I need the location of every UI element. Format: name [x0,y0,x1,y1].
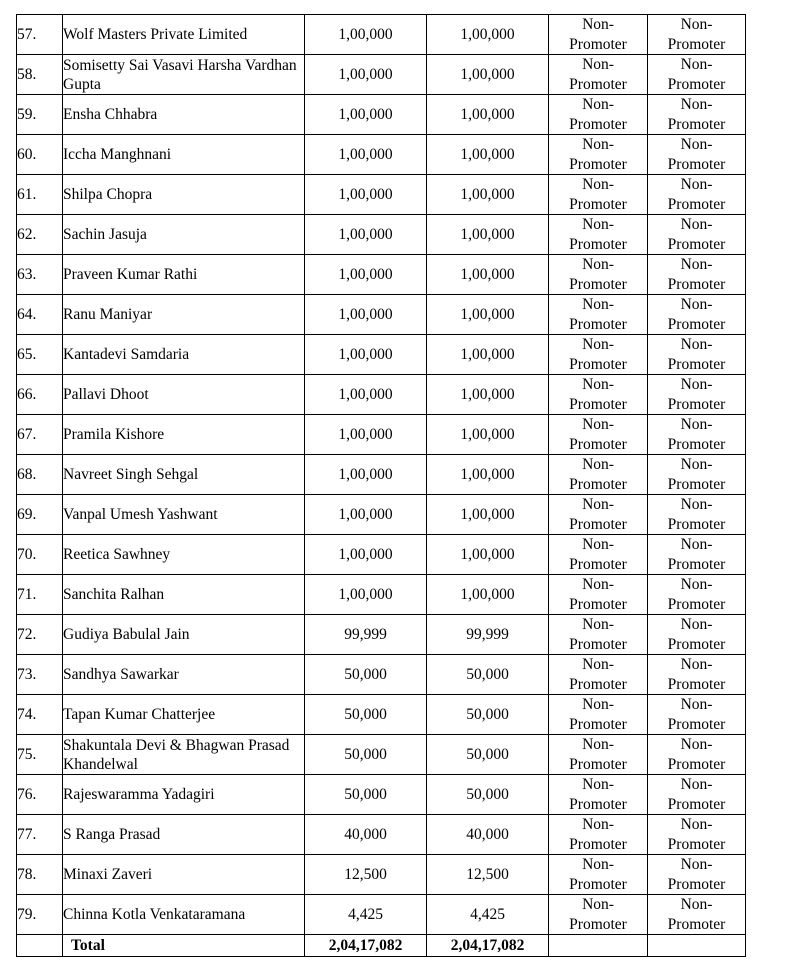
category-line: Non- [582,56,614,73]
category-line: Non- [582,16,614,33]
shares-pre-issue: 1,00,000 [305,535,427,575]
category-line: Non- [680,896,713,913]
shares-post-issue: 1,00,000 [427,255,549,295]
category-line: Non- [680,136,713,153]
serial-number: 67. [17,415,63,455]
category-line: Non- [680,536,713,553]
category-line: Non- [582,536,614,553]
shares-post-issue: 4,425 [427,895,549,935]
category-line: Promoter [667,235,726,253]
category-line: Promoter [569,355,627,373]
table-row [17,495,746,535]
shares-post-issue: 1,00,000 [427,215,549,255]
shares-pre-issue: 1,00,000 [305,455,427,495]
shareholder-name: Reetica Sawhney [63,535,305,575]
shareholder-name: Sanchita Ralhan [63,575,305,615]
category-line: Promoter [569,35,627,53]
shareholder-name: Sachin Jasuja [63,215,305,255]
category-line: Promoter [667,195,726,213]
serial-number: 78. [17,855,63,895]
category-line: Promoter [569,115,627,133]
table-row [17,855,746,895]
serial-number: 71. [17,575,63,615]
shares-pre-issue: 1,00,000 [305,295,427,335]
category-pre-issue [549,735,648,775]
category-line: Non- [680,336,713,353]
total-label: Total [63,935,305,957]
shares-post-issue: 1,00,000 [427,175,549,215]
category-post-issue [648,615,746,655]
serial-number: 59. [17,95,63,135]
category-line: Promoter [569,315,627,333]
category-line: Non- [582,416,614,433]
table-row [17,295,746,335]
category-post-issue [648,15,746,55]
table-row [17,455,746,495]
category-post-issue [648,855,746,895]
table-row [17,615,746,655]
category-line: Promoter [569,75,627,93]
shares-pre-issue: 1,00,000 [305,175,427,215]
category-post-issue [648,295,746,335]
category-line: Promoter [667,835,726,853]
category-line: Promoter [569,675,627,693]
shares-pre-issue: 99,999 [305,615,427,655]
category-pre-issue [549,455,648,495]
shares-pre-issue: 1,00,000 [305,335,427,375]
category-line: Promoter [667,795,726,813]
shares-post-issue: 50,000 [427,695,549,735]
shares-post-issue: 1,00,000 [427,375,549,415]
shares-post-issue: 40,000 [427,815,549,855]
shares-pre-issue: 1,00,000 [305,575,427,615]
category-line: Non- [582,896,614,913]
category-post-issue [648,655,746,695]
table-row [17,575,746,615]
category-line: Non- [680,176,713,193]
category-line: Non- [582,336,614,353]
category-line: Promoter [667,435,726,453]
category-line: Promoter [667,355,726,373]
table-row [17,135,746,175]
category-line: Promoter [569,235,627,253]
table-row [17,255,746,295]
category-pre-issue [549,95,648,135]
serial-number: 61. [17,175,63,215]
shareholder-name: Pallavi Dhoot [63,375,305,415]
total-shares-pre: 2,04,17,082 [305,935,427,957]
category-line: Promoter [667,555,726,573]
shareholder-table [16,14,746,957]
category-line: Promoter [569,195,627,213]
shares-post-issue: 12,500 [427,855,549,895]
category-line: Non- [680,16,713,33]
serial-number: 66. [17,375,63,415]
shares-pre-issue: 12,500 [305,855,427,895]
serial-number: 58. [17,55,63,95]
category-line: Promoter [667,635,726,653]
serial-number: 73. [17,655,63,695]
category-line: Promoter [569,795,627,813]
category-pre-issue [549,255,648,295]
serial-number: 75. [17,735,63,775]
category-line: Non- [582,856,614,873]
category-post-issue [648,455,746,495]
table-row [17,375,746,415]
shares-pre-issue: 50,000 [305,775,427,815]
shares-pre-issue: 50,000 [305,655,427,695]
category-post-issue [648,495,746,535]
category-pre-issue [549,695,648,735]
category-pre-issue [549,55,648,95]
shareholder-name: Vanpal Umesh Yashwant [63,495,305,535]
category-pre-issue [549,535,648,575]
category-line: Promoter [569,555,627,573]
category-line: Promoter [667,115,726,133]
category-line: Promoter [569,755,627,773]
category-line: Non- [680,776,713,793]
category-pre-issue [549,135,648,175]
table-row [17,895,746,935]
category-line: Promoter [667,515,726,533]
category-line: Promoter [667,675,726,693]
total-sno-cell [17,935,63,957]
shares-pre-issue: 1,00,000 [305,15,427,55]
serial-number: 62. [17,215,63,255]
category-line: Promoter [667,75,726,93]
table-row [17,15,746,55]
total-row [17,935,746,957]
category-line: Non- [582,376,614,393]
category-post-issue [648,255,746,295]
category-line: Non- [680,576,713,593]
category-line: Non- [582,776,614,793]
category-pre-issue [549,375,648,415]
category-line: Promoter [569,395,627,413]
serial-number: 79. [17,895,63,935]
category-line: Promoter [569,435,627,453]
category-line: Promoter [667,275,726,293]
table-row [17,55,746,95]
category-line: Promoter [667,35,726,53]
category-post-issue [648,895,746,935]
category-pre-issue [549,575,648,615]
category-line: Promoter [569,475,627,493]
category-line: Non- [680,56,713,73]
total-category-post-cell [648,935,746,957]
category-line: Non- [680,496,713,513]
category-post-issue [648,135,746,175]
category-line: Promoter [667,715,726,733]
category-line: Non- [582,456,614,473]
category-line: Promoter [667,755,726,773]
total-shares-post: 2,04,17,082 [427,935,549,957]
category-line: Non- [582,96,614,113]
table-row [17,655,746,695]
category-post-issue [648,375,746,415]
category-pre-issue [549,815,648,855]
category-line: Promoter [667,475,726,493]
category-line: Promoter [667,595,726,613]
category-line: Non- [582,656,614,673]
shares-pre-issue: 40,000 [305,815,427,855]
category-line: Non- [582,216,614,233]
shares-post-issue: 1,00,000 [427,55,549,95]
category-line: Non- [582,256,614,273]
shares-post-issue: 1,00,000 [427,135,549,175]
shares-pre-issue: 4,425 [305,895,427,935]
shareholder-name: S Ranga Prasad [63,815,305,855]
serial-number: 76. [17,775,63,815]
category-line: Promoter [569,715,627,733]
table-body [17,15,746,957]
shares-post-issue: 50,000 [427,655,549,695]
category-line: Non- [680,296,713,313]
category-line: Non- [680,696,713,713]
table-row [17,535,746,575]
category-line: Promoter [569,835,627,853]
shareholder-name: Wolf Masters Private Limited [63,15,305,55]
serial-number: 60. [17,135,63,175]
category-pre-issue [549,655,648,695]
table-row [17,775,746,815]
category-post-issue [648,575,746,615]
category-line: Promoter [569,875,627,893]
shares-pre-issue: 50,000 [305,695,427,735]
shareholder-name: Chinna Kotla Venkataramana [63,895,305,935]
category-line: Non- [582,296,614,313]
category-line: Non- [582,496,614,513]
shares-post-issue: 1,00,000 [427,335,549,375]
shares-post-issue: 1,00,000 [427,575,549,615]
shares-post-issue: 1,00,000 [427,535,549,575]
shares-post-issue: 1,00,000 [427,495,549,535]
category-line: Promoter [569,515,627,533]
shares-post-issue: 1,00,000 [427,95,549,135]
category-line: Non- [680,96,713,113]
category-pre-issue [549,215,648,255]
table-row [17,695,746,735]
serial-number: 70. [17,535,63,575]
category-pre-issue [549,775,648,815]
shares-post-issue: 1,00,000 [427,455,549,495]
shareholder-name: Praveen Kumar Rathi [63,255,305,295]
category-pre-issue [549,15,648,55]
category-pre-issue [549,175,648,215]
table-row [17,175,746,215]
category-line: Promoter [569,275,627,293]
shareholder-name: Somisetty Sai Vasavi Harsha Vardhan Gupta [63,55,305,95]
serial-number: 77. [17,815,63,855]
category-pre-issue [549,295,648,335]
category-post-issue [648,55,746,95]
category-post-issue [648,775,746,815]
category-line: Promoter [569,635,627,653]
table-row [17,815,746,855]
category-line: Non- [680,256,713,273]
category-post-issue [648,815,746,855]
category-pre-issue [549,855,648,895]
category-line: Promoter [569,915,627,933]
shareholder-name: Iccha Manghnani [63,135,305,175]
shares-pre-issue: 1,00,000 [305,415,427,455]
category-line: Non- [582,576,614,593]
shareholder-name: Ranu Maniyar [63,295,305,335]
shares-pre-issue: 1,00,000 [305,95,427,135]
shares-post-issue: 50,000 [427,735,549,775]
serial-number: 68. [17,455,63,495]
serial-number: 63. [17,255,63,295]
shares-pre-issue: 1,00,000 [305,215,427,255]
table-row [17,335,746,375]
serial-number: 74. [17,695,63,735]
shares-pre-issue: 1,00,000 [305,55,427,95]
category-post-issue [648,95,746,135]
shareholder-name: Navreet Singh Sehgal [63,455,305,495]
category-post-issue [648,535,746,575]
category-line: Non- [680,216,713,233]
category-line: Non- [680,816,713,833]
shareholder-name: Shilpa Chopra [63,175,305,215]
category-line: Non- [680,656,713,673]
serial-number: 57. [17,15,63,55]
shareholder-name: Minaxi Zaveri [63,855,305,895]
shares-post-issue: 1,00,000 [427,15,549,55]
table-row [17,215,746,255]
category-post-issue [648,335,746,375]
category-pre-issue [549,495,648,535]
shares-pre-issue: 1,00,000 [305,135,427,175]
category-line: Non- [680,416,713,433]
category-pre-issue [549,415,648,455]
table-row [17,95,746,135]
category-line: Non- [680,616,713,633]
category-pre-issue [549,335,648,375]
serial-number: 64. [17,295,63,335]
shareholder-name: Gudiya Babulal Jain [63,615,305,655]
shareholder-name: Shakuntala Devi & Bhagwan Prasad Khandelwal [63,735,305,775]
shareholder-name: Pramila Kishore [63,415,305,455]
category-line: Promoter [569,155,627,173]
category-post-issue [648,695,746,735]
serial-number: 65. [17,335,63,375]
serial-number: 69. [17,495,63,535]
category-post-issue [648,415,746,455]
category-line: Promoter [667,915,726,933]
category-post-issue [648,735,746,775]
category-line: Non- [582,136,614,153]
category-line: Non- [582,176,614,193]
category-post-issue [648,175,746,215]
shares-post-issue: 50,000 [427,775,549,815]
shareholder-name: Rajeswaramma Yadagiri [63,775,305,815]
shareholder-name: Kantadevi Samdaria [63,335,305,375]
category-line: Non- [680,736,713,753]
category-pre-issue [549,895,648,935]
category-line: Non- [680,856,713,873]
shares-pre-issue: 1,00,000 [305,495,427,535]
table-row [17,415,746,455]
category-line: Non- [582,696,614,713]
shareholder-name: Tapan Kumar Chatterjee [63,695,305,735]
category-line: Non- [582,736,614,753]
category-line: Promoter [667,875,726,893]
category-line: Promoter [569,595,627,613]
shares-pre-issue: 1,00,000 [305,255,427,295]
table-row [17,735,746,775]
shares-pre-issue: 50,000 [305,735,427,775]
serial-number: 72. [17,615,63,655]
shares-post-issue: 1,00,000 [427,415,549,455]
shares-pre-issue: 1,00,000 [305,375,427,415]
category-line: Non- [680,376,713,393]
category-line: Non- [582,616,614,633]
category-post-issue [648,215,746,255]
category-line: Promoter [667,315,726,333]
category-line: Promoter [667,395,726,413]
category-line: Non- [680,456,713,473]
category-line: Promoter [667,155,726,173]
category-pre-issue [549,615,648,655]
shares-post-issue: 99,999 [427,615,549,655]
shares-post-issue: 1,00,000 [427,295,549,335]
shareholder-name: Sandhya Sawarkar [63,655,305,695]
total-category-pre-cell [549,935,648,957]
shareholder-name: Ensha Chhabra [63,95,305,135]
category-line: Non- [582,816,614,833]
